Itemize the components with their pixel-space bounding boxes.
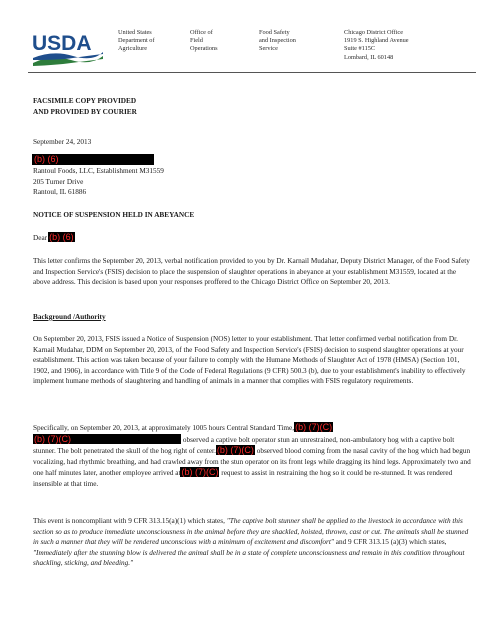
agency-name: United States Department of Agriculture (118, 29, 155, 53)
salutation: Dear (b) (6) (33, 232, 74, 242)
redaction-inspector-2: (b) (7)(C) (33, 434, 181, 444)
redaction-recipient-name: (b) (6) (32, 154, 154, 165)
redaction-inspector-1: (b) (7)(C) (295, 422, 333, 432)
usda-logo-text: USDA (32, 32, 92, 55)
recipient-address: Rantoul Foods, LLC, Establishment M31559 205 Turner Drive Rantoul, IL 61886 (33, 167, 164, 197)
letter-date: September 24, 2013 (33, 138, 92, 146)
header-divider (28, 72, 476, 73)
regulation-quote-2: "Immediately after the stunning blow is delivered the animal shall be in a state of complete unconsciousness and remain in this condition throughout shackling, sticking, and bleeding." (33, 548, 465, 568)
section-heading-background: Background /Authority (33, 313, 106, 321)
usda-logo (31, 30, 105, 70)
paragraph-noncompliance: This event is noncompliant with 9 CFR 313.15(a)(1) which states, "The captive bolt stunner shall be applied to the livestock in accordance with this section so as to produce immediate unconsciousness in the animal before they are shackled, hoisted, thrown, cast or cut. The animals shall be stunned in such a manner that they will be rendered unconscious with a minimum of excitement and discomfort" and 9 CFR 313.15 (a)(3) which states, "Immediately after the stunning blow is delivered the animal shall be in a state of complete unconsciousness and remain in this condition throughout shackling, sticking, and bleeding." (33, 517, 469, 568)
paragraph-incident: Specifically, on September 20, 2013, at approximately 1005 hours Central Standard Time,(b) (7)(C) (b) (7)(C) observed a captive bolt operator stun an unrestrained, non-ambulatory hog with a captive bolt stunner. The bolt penetrated the skull of the hog right of center.(b) (7)(C) observed blood coming from the nasal cavity of the hog which had begun vocalizing, had rhythmic breathing, and had crawled away from the stun operator on its front legs while dragging its hind legs. Approximately two and one half minutes later, another employee arrived at(b) (7)(C) request to assist in restraining the hog so it could be re-stunned. It was rendered insensible at that time. (33, 422, 471, 488)
redaction-inspector-3: (b) (7)(C) (216, 445, 254, 456)
delivery-notice: FACSIMILE COPY PROVIDED AND PROVIDED BY COURIER (33, 97, 137, 116)
redaction-inspector-4: (b) (7)(C) (181, 467, 219, 478)
regulation-quote-1: "The captive bolt stunner shall be applied to the livestock in accordance with this section so as to produce immediate unconsciousness in the animal before they are shackled, hoisted, thrown, cast or cut. The animals shall be stunned in such a manner that they will be rendered unconscious with a minimum of excitement and discomfort" (33, 517, 469, 547)
paragraph-background: On September 20, 2013, FSIS issued a Notice of Suspension (NOS) letter to your establishment. That letter confirmed verbal notification from Dr. Karnail Mudahar, DDM on September 20, 2013, of the Food Safety and Inspection Service's (FSIS) decision to suspend slaughter operations at your establishment. This action was taken because of your failure to comply with the Humane Methods of Slaughter Act of 1978 (HMSA) (Section 101, 1902, and 1906), in accordance with Title 9 of the Code of Federal Regulations (9 CFR) 500.3 (b), due to your establishment's inability to effectively implement humane methods of slaughtering and handling of animals in a manner that complies with FSIS regulatory requirements. (33, 335, 466, 386)
service-name: Food Safety and Inspection Service (259, 29, 296, 53)
paragraph-confirmation: This letter confirms the September 20, 2013, verbal notification provided to you by Dr. Karnail Mudahar, Deputy District Manager, of the Food Safety and Inspection Service's (FSIS) decision to place the suspension of slaughter operations in abeyance at your establishment M31559, located at the above address. This decision is based upon your responses proffered to the Chicago District Office on September 20, 2013. (33, 257, 470, 287)
district-office-address: Chicago District Office 1919 S. Highland Avenue Suite #115C Lombard, IL 60148 (344, 29, 409, 61)
redaction-salutation-name: (b) (6) (49, 232, 74, 242)
subject-line: NOTICE OF SUSPENSION HELD IN ABEYANCE (33, 211, 195, 219)
office-name: Office of Field Operations (190, 29, 218, 53)
